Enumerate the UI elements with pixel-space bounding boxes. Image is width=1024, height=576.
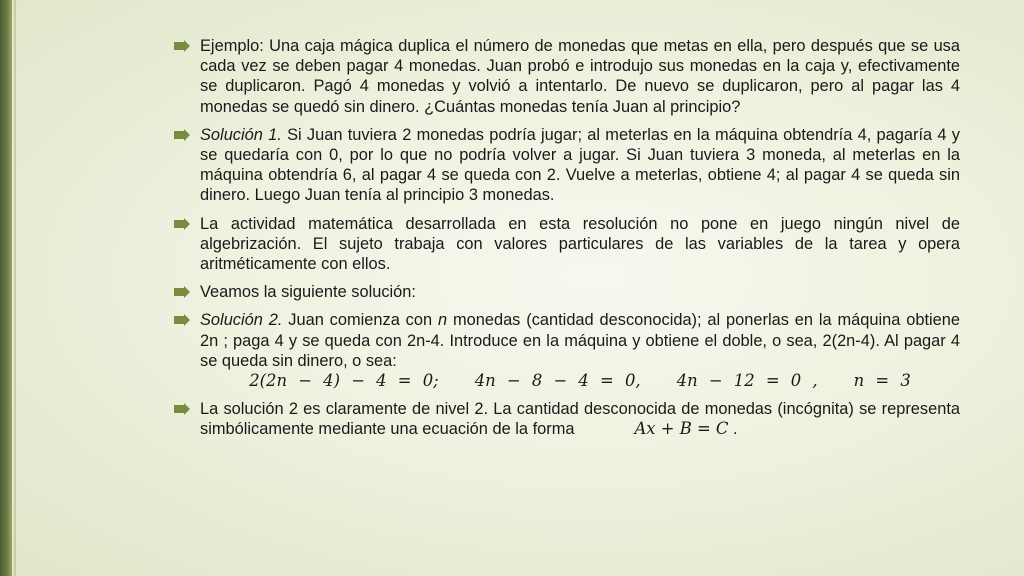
- paragraph-activity: [174, 214, 960, 275]
- paragraph-text: La actividad matemática desarrollada en esta resolución no pone en juego ningún nivel de algebrización. El sujeto trabaja con valores particulares de las variables de la tarea y opera aritméticamente con ellos.: [200, 214, 960, 274]
- paragraph-solution-2: [174, 310, 960, 391]
- paragraph-end: .: [728, 420, 738, 439]
- equation: 4n − 12 = 0 ,: [676, 371, 818, 391]
- equation: n = 3: [853, 371, 911, 391]
- left-decorative-bar: [0, 0, 12, 576]
- paragraph-text: Veamos la siguiente solución:: [200, 283, 416, 302]
- formula: Ax + B = C: [634, 419, 729, 439]
- left-decorative-line: [14, 0, 16, 576]
- variable-n: n: [437, 311, 448, 330]
- arrow-bullet-icon: [174, 129, 190, 141]
- arrow-bullet-icon: [174, 314, 190, 326]
- equation: 2(2n − 4) − 4 = 0;: [249, 371, 439, 391]
- paragraph-lead: Solución 2.: [200, 311, 283, 330]
- paragraph-text: monedas (cantidad desconocida); al ponerlas en la máquina obtiene 2n ; paga 4 y se queda con 2n-4. Introduce en la máquina y obtiene el doble, o sea, 2(2n-4). Al pagar 4 se queda sin dinero, o sea:: [200, 311, 960, 370]
- slide-content: [174, 36, 960, 448]
- arrow-bullet-icon: [174, 286, 190, 298]
- arrow-bullet-icon: [174, 218, 190, 230]
- paragraph-conclusion: [174, 399, 960, 439]
- paragraph-text: Ejemplo: Una caja mágica duplica el número de monedas que metas en ella, pero después que se usa cada vez se deben pagar 4 monedas. Juan probó e introdujo sus monedas en la caja y, efectivamente se duplicaron. Pagó 4 monedas y volvió a intentarlo. De nuevo se duplicaron, pero al pagar las 4 monedas se quedó sin dinero. ¿Cuántas monedas tenía Juan al principio?: [200, 37, 960, 116]
- paragraph-text: Si Juan tuviera 2 monedas podría jugar; al meterlas en la máquina obtendría 4, pagaría 4 y se quedaría con 0, por lo que no podría volver a jugar. Si Juan tuviera 3 moneda, al meterlas en la máquina obtendría 6, al pagar 4 se queda con 2. Vuelve a meterlas, obtiene 4; al pagar 4 se queda sin dinero. Luego Juan tenía al principio 3 monedas.: [200, 125, 960, 205]
- paragraph-text: Juan comienza con: [282, 311, 438, 330]
- paragraph-solution-1: [174, 125, 960, 206]
- equation-line: [200, 371, 960, 391]
- arrow-bullet-icon: [174, 40, 190, 52]
- arrow-bullet-icon: [174, 403, 190, 415]
- paragraph-next: [174, 282, 960, 302]
- paragraph-example: [174, 36, 960, 117]
- equation: 4n − 8 − 4 = 0,: [474, 371, 641, 391]
- paragraph-lead: Solución 1.: [200, 125, 282, 144]
- paragraph-text: La solución 2 es claramente de nivel 2. La cantidad desconocida de monedas (incógnita) se representa simbólicamente mediante una ecuación de la forma: [200, 400, 960, 439]
